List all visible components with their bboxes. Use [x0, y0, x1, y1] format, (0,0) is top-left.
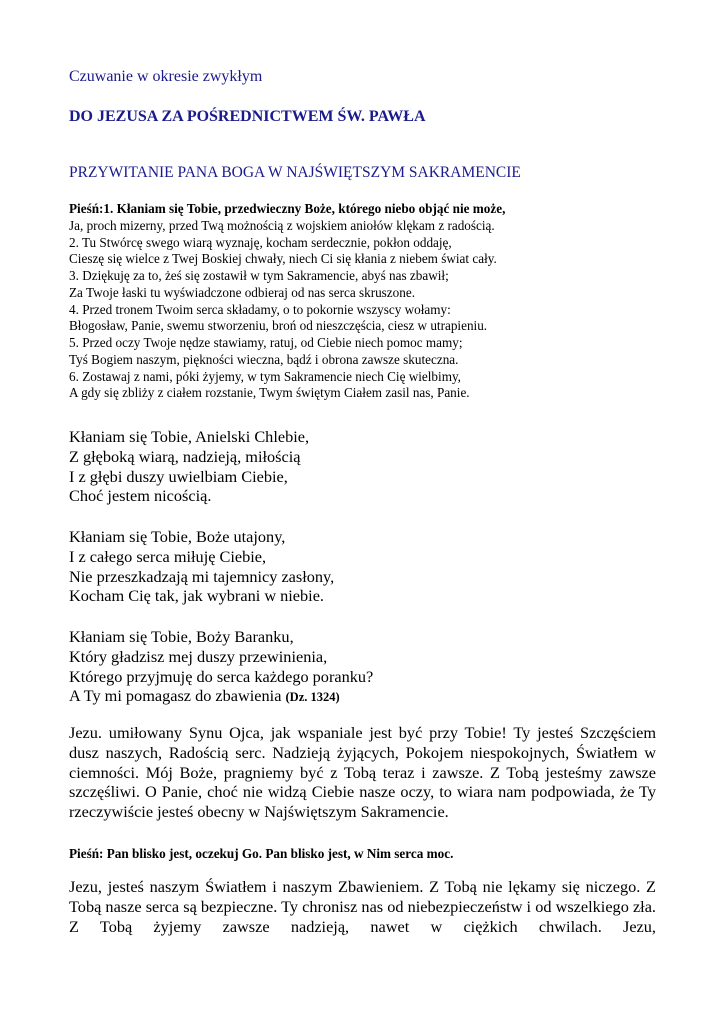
paragraph-2: Jezu, jesteś naszym Światłem i naszym Zbawieniem. Z Tobą nie lękamy się niczego. Z Tobą nasze serca są bezpieczne. Ty chronisz nas od niebezpieczeństw i od wszelkiego zła. Z Tobą żyjemy zawsze nadzieją, nawet w ciężkich chwilach. Jezu,: [69, 877, 656, 936]
song-line: 6. Zostawaj z nami, póki żyjemy, w tym Sakramencie niech Cię wielbimy,: [69, 368, 461, 384]
stanza-line: Kłaniam się Tobie, Boże utajony,: [69, 527, 286, 546]
stanza-line: Którego przyjmuję do serca każdego poranku?: [69, 666, 374, 686]
stanza-line: Który gładzisz mej duszy przewinienia,: [69, 646, 328, 666]
stanza-line: Choć jestem nicością.: [69, 486, 212, 506]
paragraph-1: Jezu. umiłowany Synu Ojca, jak wspaniale jest być przy Tobie! Ty jesteś Szczęściem dusz naszych, Radością serc. Nadzieją żyjących, Pokojem niespokojnych, Światłem w ciemności. Mój Boże, pragniemy być z Tobą teraz i zawsze. Z Tobą jesteśmy zawsze szczęśliwi. O Panie, choć nie widzą Ciebie nasze oczy, to wiara nam podpowiada, że Ty rzeczywiście jesteś obecny w Najświętszym Sakramencie.: [69, 723, 656, 822]
song-line: 4. Przed tronem Twoim serca składamy, o to pokornie wszyscy wołamy:: [69, 301, 451, 317]
stanza-line: Z głęboką wiarą, nadzieją, miłością: [69, 446, 301, 466]
song-block: [69, 201, 505, 402]
stanza-line: [69, 686, 373, 708]
song-line: Ja, proch mizerny, przed Twą możnością z wojskiem aniołów klękam z radością.: [69, 217, 495, 233]
song-line: Cieszę się wielce z Twej Boskiej chwały, niech Ci się kłania z niebem świat cały.: [69, 251, 497, 267]
stanza-line: I z całego serca miłuję Ciebie,: [69, 546, 267, 566]
diary-reference: (Dz. 1324): [285, 690, 340, 705]
stanza-2: [69, 527, 334, 606]
song-2: Pieśń: Pan blisko jest, oczekuj Go. Pan blisko jest, w Nim serca moc.: [69, 846, 454, 861]
stanza-line: I z głębi duszy uwielbiam Ciebie,: [69, 466, 288, 486]
song-line: Błogosław, Panie, swemu stworzeniu, broń od nieszczęścia, ciesz w utrapieniu.: [69, 318, 488, 334]
song-line: A gdy się zbliży z ciałem rozstanie, Twym świętym Ciałem zasil nas, Panie.: [69, 385, 470, 401]
stanza-line: Nie przeszkadzają mi tajemnicy zasłony,: [69, 566, 335, 586]
stanza-line: Kocham Cię tak, jak wybrani w niebie.: [69, 586, 324, 606]
document-title: DO JEZUSA ZA POŚREDNICTWEM ŚW. PAWŁA: [69, 108, 426, 125]
stanza-3: [69, 627, 373, 708]
song-line: Za Twoje łaski tu wyświadczone odbieraj od nas serca skruszone.: [69, 284, 415, 300]
stanza-line: Kłaniam się Tobie, Anielski Chlebie,: [69, 427, 310, 446]
song-line: 2. Tu Stwórcę swego wiarą wyznaję, kocham serdecznie, pokłon oddaję,: [69, 234, 452, 250]
stanza-1: [69, 427, 309, 506]
stanza-line: Kłaniam się Tobie, Boży Baranku,: [69, 627, 294, 646]
document-subtitle: Czuwanie w okresie zwykłym: [69, 68, 263, 85]
song-first-line: Pieśń:1. Kłaniam się Tobie, przedwieczny Boże, którego niebo objąć nie może,: [69, 201, 506, 216]
song-line: Tyś Bogiem naszym, piękności wieczna, bądź i obrona zawsze skuteczna.: [69, 351, 459, 367]
stanza-line-text: A Ty mi pomagasz do zbawienia: [69, 686, 286, 706]
song-line: 3. Dziękuję za to, żeś się zostawił w tym Sakramencie, abyś nas zbawił;: [69, 268, 449, 283]
section-heading: PRZYWITANIE PANA BOGA W NAJŚWIĘTSZYM SAKRAMENCIE: [69, 164, 521, 181]
song-line: 5. Przed oczy Twoje nędze stawiamy, ratuj, od Ciebie niech pomoc mamy;: [69, 335, 463, 350]
